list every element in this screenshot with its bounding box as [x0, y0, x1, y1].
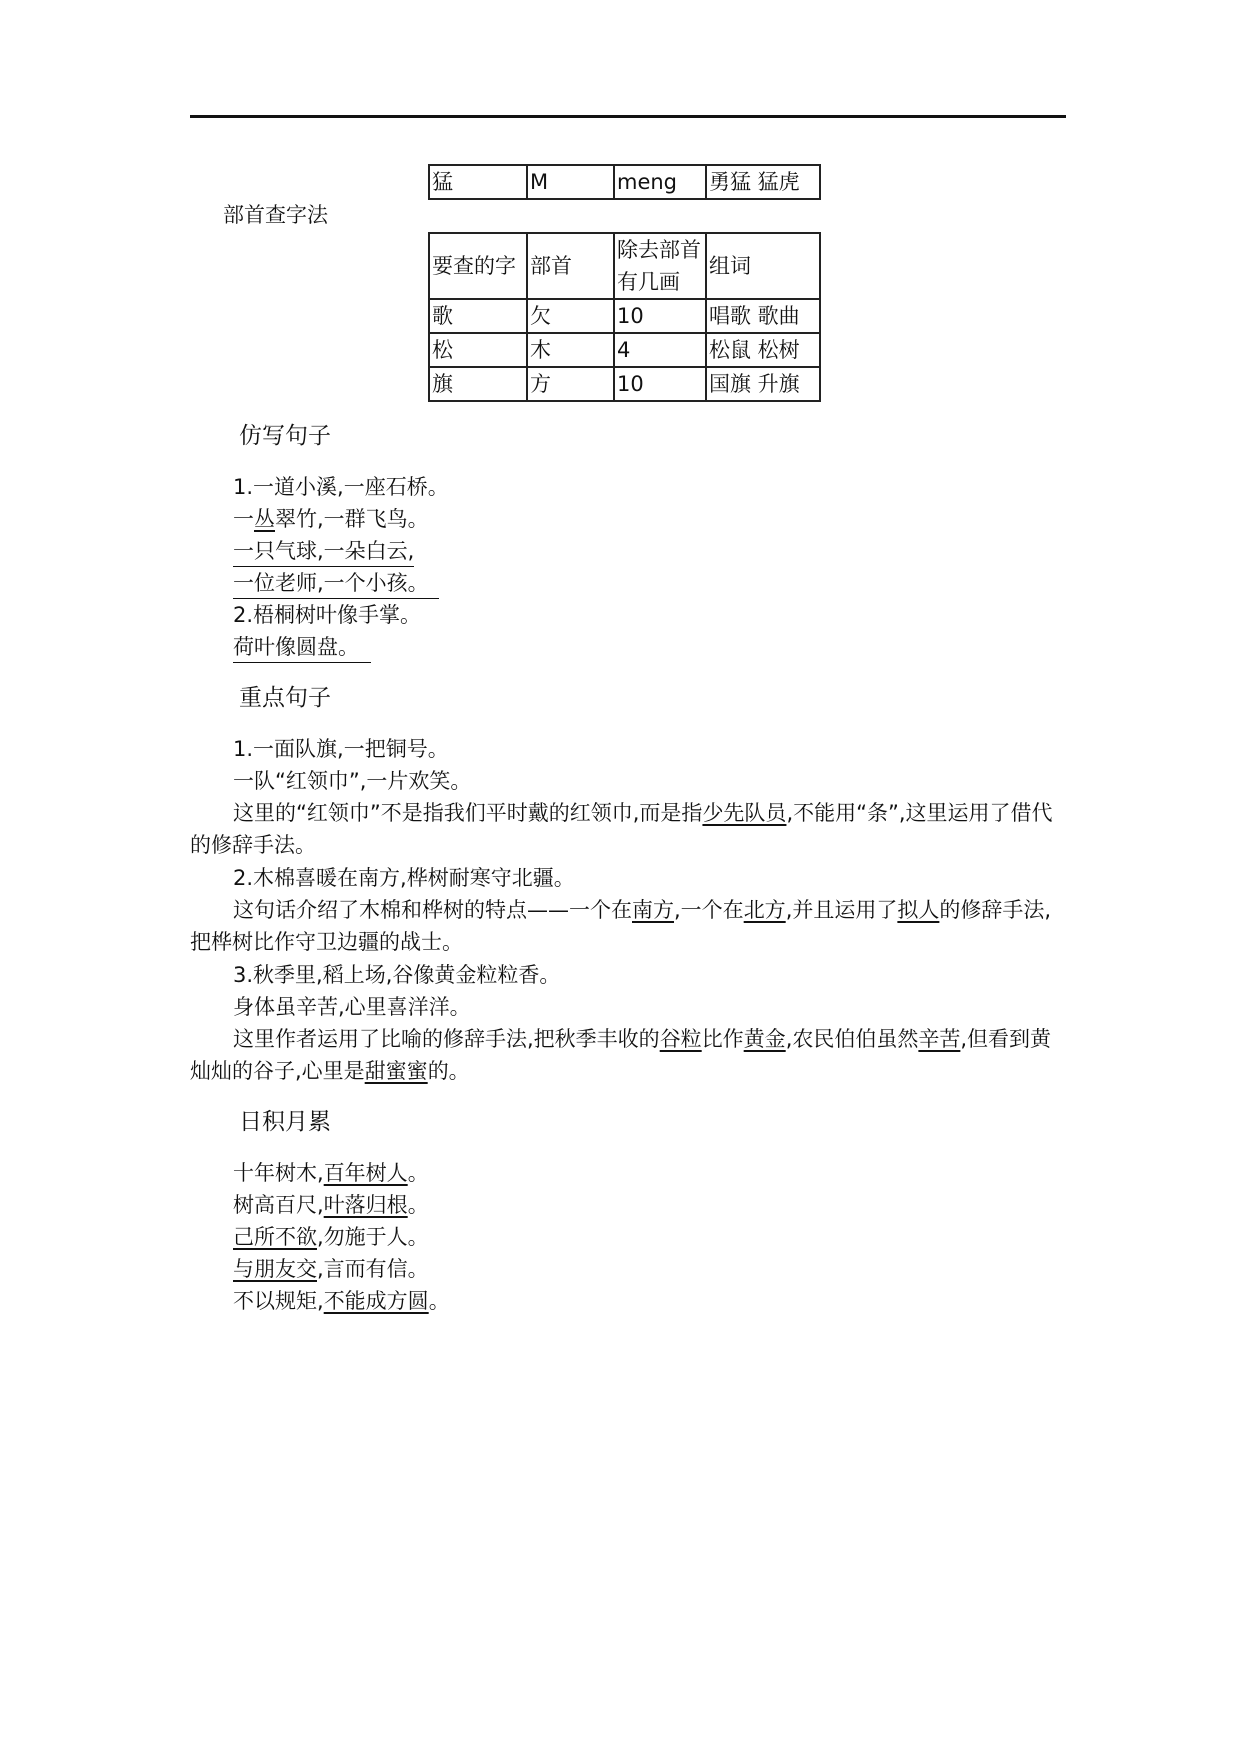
- text-run: 翠竹,一群飞鸟。: [275, 507, 429, 531]
- table-cell: 10: [614, 367, 706, 401]
- table-cell: 勇猛 猛虎: [706, 165, 820, 199]
- text-run: 树高百尺,: [233, 1193, 324, 1217]
- daily-line: [233, 1285, 450, 1317]
- text-run: 比作: [701, 1027, 744, 1051]
- text-run: 十年树木,: [233, 1161, 324, 1185]
- table-row: [429, 299, 820, 333]
- text-run: ,农民伯伯虽然: [785, 1027, 919, 1051]
- daily-line: [233, 1189, 429, 1221]
- text-run: 。: [428, 1289, 450, 1313]
- radical-section-label: 部首查字法: [223, 203, 328, 227]
- key-line: 2.木棉喜暖在南方,桦树耐寒守北疆。: [233, 866, 575, 890]
- table-cell: 木: [527, 333, 614, 367]
- underlined-text: 己所不欲: [233, 1225, 317, 1249]
- underlined-text: 拟人: [897, 898, 940, 922]
- table-cell: 猛: [429, 165, 527, 199]
- underlined-text: 辛苦: [918, 1027, 961, 1051]
- top-table: [428, 164, 821, 200]
- table-cell: 4: [614, 333, 706, 367]
- table-cell: 国旗 升旗: [706, 367, 820, 401]
- table-row: [429, 165, 820, 199]
- text-run: 的。: [427, 1059, 470, 1083]
- underlined-text: 少先队员: [702, 801, 787, 825]
- text-run: ,一个在: [674, 898, 744, 922]
- underlined-text: 北方: [743, 898, 786, 922]
- imitate-line: [233, 503, 429, 535]
- table-cell: 松鼠 松树: [706, 333, 820, 367]
- text-run: 。: [407, 1193, 429, 1217]
- key-line: 1.一面队旗,一把铜号。: [233, 737, 449, 761]
- underlined-text: 不能成方圆: [323, 1289, 429, 1313]
- daily-line: [233, 1157, 429, 1189]
- key-line: 3.秋季里,稻上场,谷像黄金粒粒香。: [233, 963, 561, 987]
- text-run: 这句话介绍了木棉和桦树的特点——一个在: [233, 898, 632, 922]
- imitate-line: 2.梧桐树叶像手掌。: [233, 603, 422, 627]
- text-run: ,言而有信。: [317, 1257, 429, 1281]
- daily-line: [233, 1253, 429, 1285]
- underlined-text: 南方: [632, 898, 674, 922]
- key-paragraph: [190, 797, 1060, 861]
- imitate-line: 1.一道小溪,一座石桥。: [233, 475, 449, 499]
- text-run: ,勿施于人。: [317, 1225, 429, 1249]
- table-cell: M: [527, 165, 614, 199]
- underlined-text: 黄金: [743, 1027, 786, 1051]
- imitate-section-title: 仿写句子: [239, 423, 331, 449]
- key-line: 一队“红领巾”,一片欢笑。: [233, 769, 472, 793]
- header-rule: [190, 115, 1066, 118]
- text-run: 的修辞手法,把桦树比作守卫边疆的战士。: [190, 898, 1052, 954]
- underlined-answer: 荷叶像圆盘。: [233, 633, 371, 663]
- text-run: ,并且运用了: [785, 898, 898, 922]
- imitate-answer-line: [233, 567, 439, 599]
- text-run: 这里的“红领巾”不是指我们平时戴的红领巾,而是指: [233, 801, 703, 825]
- daily-line: [233, 1221, 429, 1253]
- text-run: ,不能用“条”,这里运用了借代的修辞手法。: [190, 801, 1053, 857]
- header-cell-line: 有几画: [617, 270, 680, 294]
- key-section-title: 重点句子: [239, 685, 331, 711]
- key-paragraph: [190, 1023, 1060, 1087]
- header-cell: 组词: [706, 233, 820, 299]
- text-run: ,但看到黄灿灿的谷子,心里是: [190, 1027, 1052, 1083]
- table-cell: 松: [429, 333, 527, 367]
- text-run: 一: [233, 507, 254, 531]
- key-paragraph: [190, 894, 1060, 958]
- underlined-answer: 一只气球,一朵白云,: [233, 537, 414, 567]
- underlined-text: 丛: [254, 507, 275, 531]
- table-cell: 欠: [527, 299, 614, 333]
- underlined-text: 与朋友交: [233, 1257, 317, 1281]
- table-cell: 唱歌 歌曲: [706, 299, 820, 333]
- underlined-text: 百年树人: [323, 1161, 408, 1185]
- header-cell: 部首: [527, 233, 614, 299]
- header-cell-line: 除去部首: [617, 238, 701, 262]
- table-header-row: [429, 233, 820, 299]
- text-run: 这里作者运用了比喻的修辞手法,把秋季丰收的: [233, 1027, 660, 1051]
- imitate-answer-line: [233, 535, 414, 567]
- text-run: 。: [407, 1161, 429, 1185]
- table-cell: 方: [527, 367, 614, 401]
- table-cell: meng: [614, 165, 706, 199]
- underlined-text: 谷粒: [659, 1027, 702, 1051]
- table-cell: 10: [614, 299, 706, 333]
- table-cell: 旗: [429, 367, 527, 401]
- radical-table: [428, 232, 821, 402]
- text-run: 不以规矩,: [233, 1289, 324, 1313]
- table-cell: 歌: [429, 299, 527, 333]
- table-row: [429, 367, 820, 401]
- underlined-text: 叶落归根: [323, 1193, 408, 1217]
- underlined-answer: 一位老师,一个小孩。: [233, 569, 439, 599]
- table-row: [429, 333, 820, 367]
- header-cell: [614, 233, 706, 299]
- header-cell: 要查的字: [429, 233, 527, 299]
- daily-section-title: 日积月累: [239, 1109, 331, 1135]
- underlined-text: 甜蜜蜜: [364, 1059, 428, 1083]
- imitate-answer-line: [233, 631, 371, 663]
- key-line: 身体虽辛苦,心里喜洋洋。: [233, 995, 471, 1019]
